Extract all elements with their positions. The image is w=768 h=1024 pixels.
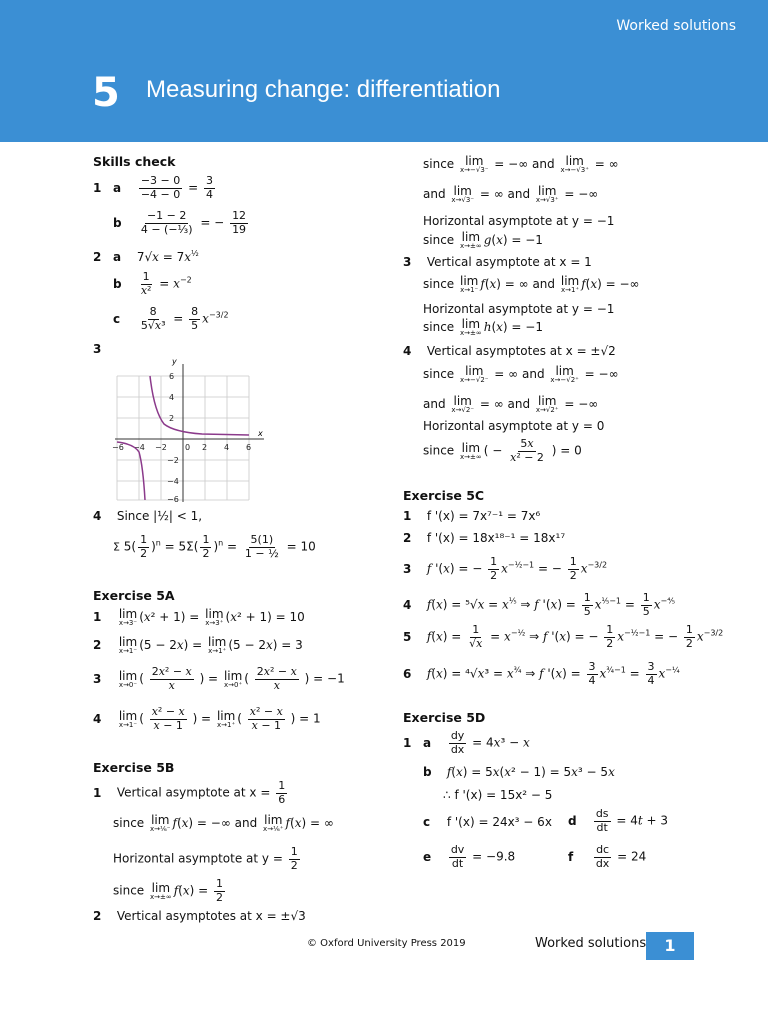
svg-text:−4: −4 bbox=[133, 443, 145, 452]
header-banner bbox=[0, 0, 768, 142]
ex5b-3: 3 Vertical asymptote at x = 1 bbox=[403, 255, 592, 269]
skills-4: 4 Since |½| < 1, bbox=[93, 509, 203, 523]
r-horizontal-1: Horizontal asymptote at y = −1 bbox=[423, 214, 615, 228]
ex5b-1: 1 Vertical asymptote at x = $\frac{1}{6}$ bbox=[93, 779, 286, 806]
skills-3: 3 bbox=[93, 342, 102, 356]
r-since-4: since lim x→−√2⁻ = ∞ and lim x→−√2⁺ = −∞ bbox=[423, 364, 619, 384]
chapter-number: 5 bbox=[92, 70, 120, 116]
ex5b-heading: Exercise 5B bbox=[93, 760, 175, 775]
ex5b-1-since: since lim x→⅙⁻ f(x) = −∞ and lim x→⅙⁺ f(x) = ∞ bbox=[113, 813, 334, 833]
svg-text:6: 6 bbox=[169, 372, 175, 381]
r-horizontal-3: Horizontal asymptote at y = −1 bbox=[423, 302, 615, 316]
svg-text:−6: −6 bbox=[167, 495, 179, 504]
r-and-4: and lim x→√2⁻ = ∞ and lim x→√2⁺ = −∞ bbox=[423, 394, 599, 414]
svg-text:4: 4 bbox=[224, 443, 230, 452]
ex5d-1b: b f(x) = 5x(x² − 1) = 5x³ − 5x bbox=[423, 765, 615, 779]
ex5d-1f: f $\frac{dc}{dx}$ = 24 bbox=[568, 843, 647, 870]
ex5a-2: 2 lim x→1⁻ (5 − 2x) = lim x→1⁺ (5 − 2x) = 3 bbox=[93, 635, 303, 655]
svg-text:2: 2 bbox=[169, 414, 175, 423]
svg-text:−2: −2 bbox=[155, 443, 167, 452]
svg-text:−6: −6 bbox=[112, 443, 124, 452]
ex5b-4: 4 Vertical asymptotes at x = ±√2 bbox=[403, 344, 616, 358]
skills-3-graph bbox=[112, 356, 262, 502]
skills-2b: b $\frac{1}{\text{x²}}$ = $x^{-2}$ bbox=[113, 270, 192, 297]
ex5c-4: 4 $f(x) = ^5√x = x^{\frac{1}{5}}$ ⇒ f '(x) = $\frac{1}{5}$ $x^{\frac{1}{5}-1}$ = $\frac{1}{5}$ $x^{-\frac{4}{5}}$ bbox=[403, 591, 675, 618]
skills-2a: 2 a $7√x = 7x^{\frac{1}{2}}$ bbox=[93, 249, 199, 264]
ex5a-heading: Exercise 5A bbox=[93, 588, 175, 603]
header-label: Worked solutions bbox=[616, 18, 736, 34]
ex5c-1: 1 f '(x) = 7x⁷⁻¹ = 7x⁶ bbox=[403, 509, 541, 523]
ex5c-2: 2 f '(x) = 18x¹⁸⁻¹ = 18x¹⁷ bbox=[403, 531, 566, 545]
x-axis-label: x bbox=[258, 429, 263, 438]
ex5b-1-since2: since lim x→±∞ f(x) = $\frac{1}{2}$ bbox=[113, 877, 224, 904]
ex5d-1c: c f '(x) = 24x³ − 6x bbox=[423, 815, 552, 829]
ex5d-1e: e $\frac{dv}{dt}$ = −9.8 bbox=[423, 843, 516, 870]
r-since-4b: since lim x→±∞ ( − $\frac{5x}{\text{x² − 2}}$ ) = 0 bbox=[423, 437, 582, 464]
ex5d-heading: Exercise 5D bbox=[403, 710, 486, 725]
ex5d-1d: d $\frac{ds}{dt}$ = 4t + 3 bbox=[568, 807, 669, 834]
ex5c-3: 3 f '(x) = − $\frac{1}{2}$ $x^{-\frac{1}{2}-1}$ = − $\frac{1}{2}$ $x^{-3/2}$ bbox=[403, 555, 608, 582]
ex5c-6: 6 $f(x) = ^4√x^3 = x^{\frac{3}{4}}$ ⇒ f '(x) = $\frac{3}{4}$ $x^{\frac{3}{4}-1}$ = $\frac{3}{4}$ $x^{-\frac{1}{4}}$ bbox=[403, 660, 680, 687]
ex5b-2: 2 Vertical asymptotes at x = ±√3 bbox=[93, 909, 306, 923]
r-and-1: and lim x→√3⁻ = ∞ and lim x→√3⁺ = −∞ bbox=[423, 184, 599, 204]
ex5a-3: 3 lim x→0⁻ ( $\frac{\text{2x² − x}}{x}$ ) = lim x→0⁺ ( $\frac{\text{2x² − x}}{x}$ ) = −1 bbox=[93, 665, 345, 692]
skills-4-sum: Σ 5( $\frac{1}{2}$ )$^n$ = 5Σ( $\frac{1}{2}$ )$^n$ = $\frac{5(1)}{\text{1 − ½}}$ = 10 bbox=[113, 533, 316, 560]
ex5c-5: 5 f(x) = $\frac{1}{√x}$ = $x^{-\frac{1}{2}}$ ⇒ f '(x) = − $\frac{1}{2}$ $x^{-\frac{1}{2}-1}$ = − $\frac{1}{2}$ $x^{-3/2}$ bbox=[403, 623, 724, 650]
skills-heading: Skills check bbox=[93, 154, 176, 169]
ex5b-1-horizontal: Horizontal asymptote at y = $\frac{1}{2}$ bbox=[113, 845, 298, 872]
r-since-h: since lim x→±∞ h(x) = −1 bbox=[423, 317, 543, 337]
ex5a-4: 4 lim x→1⁻ ( $\frac{\text{x² − x}}{x - 1}$ ) = lim x→1⁺ ( $\frac{\text{x² − x}}{x - 1}$ ) = 1 bbox=[93, 705, 321, 732]
ex5c-heading: Exercise 5C bbox=[403, 488, 485, 503]
page-number: 1 bbox=[646, 932, 694, 960]
skills-1b: b $\frac{-1 - 2}{\text{4 − (−⅓)}}$ = − $\frac{12}{19}$ bbox=[113, 209, 247, 236]
r-since-g: since lim x→±∞ g(x) = −1 bbox=[423, 230, 543, 250]
r-horizontal-4: Horizontal asymptote at y = 0 bbox=[423, 419, 605, 433]
footer-label: Worked solutions bbox=[535, 936, 647, 951]
r-since-1: since lim x→−√3⁻ = −∞ and lim x→−√3⁺ = ∞ bbox=[423, 154, 619, 174]
ex5d-1a: 1 a $\frac{dy}{dx}$ = 4x³ − x bbox=[403, 729, 530, 756]
y-axis-label: y bbox=[172, 357, 177, 366]
svg-text:0: 0 bbox=[185, 443, 191, 452]
footer-copyright: © Oxford University Press 2019 bbox=[307, 938, 466, 949]
svg-text:2: 2 bbox=[202, 443, 208, 452]
skills-1a: 1 a $\frac{-3 - 0}{-4 - 0}$ = $\frac{3}{4}$ bbox=[93, 174, 213, 201]
ex5a-1: 1 lim x→3⁻ (x² + 1) = lim x→3⁺ (x² + 1) = 10 bbox=[93, 607, 305, 627]
svg-text:−2: −2 bbox=[167, 456, 179, 465]
ex5d-1b-deriv: ∴ f '(x) = 15x² − 5 bbox=[443, 788, 553, 802]
svg-text:6: 6 bbox=[246, 443, 252, 452]
svg-text:−4: −4 bbox=[167, 477, 179, 486]
svg-text:4: 4 bbox=[169, 393, 175, 402]
r-since-3: since lim x→1⁻ f(x) = ∞ and lim x→1⁺ f(x) = −∞ bbox=[423, 274, 640, 294]
skills-2c: c $\frac{8}{\text{5√x³}}$ = $\frac{8}{5}$ $x^{-3/2}$ bbox=[113, 305, 229, 332]
chapter-title: Measuring change: differentiation bbox=[146, 76, 501, 103]
